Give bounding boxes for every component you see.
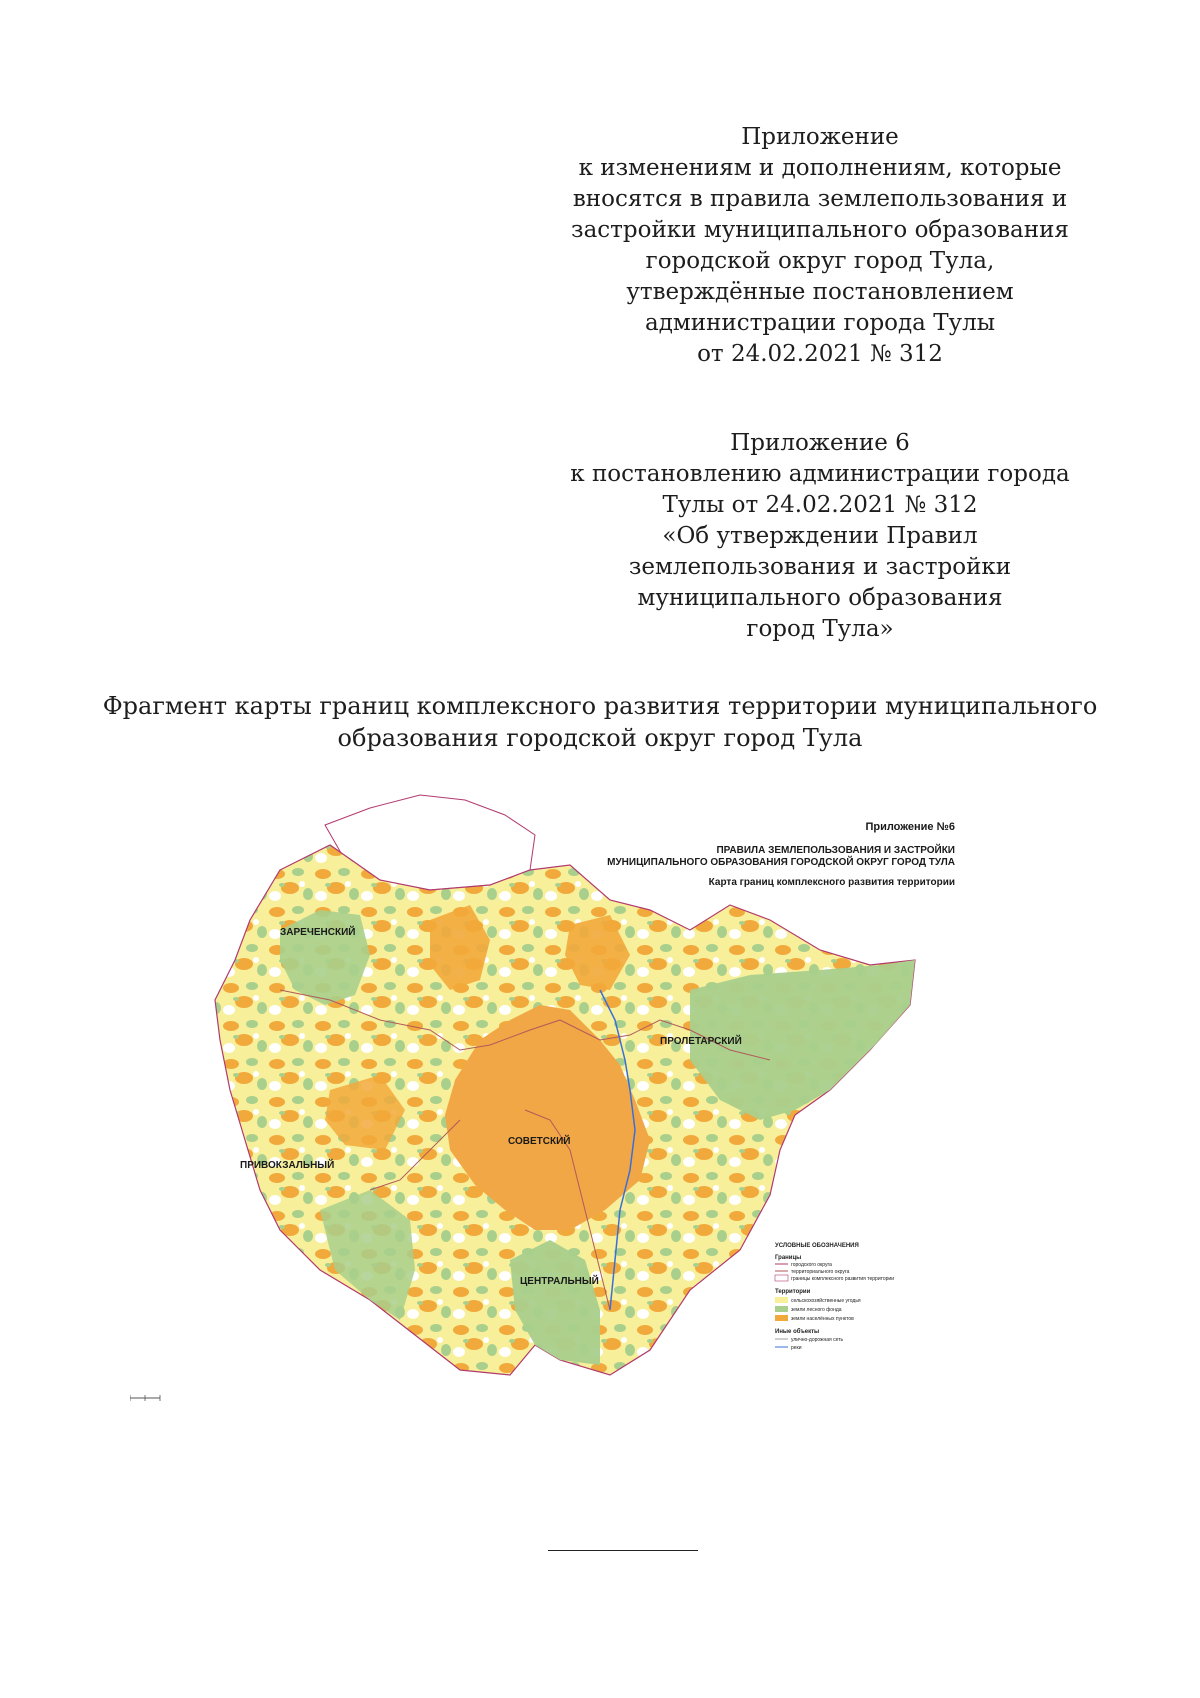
legend-swatch-development-boundary bbox=[775, 1275, 788, 1281]
document-title bbox=[100, 690, 1100, 754]
appendix6-header-line: Тулы от 24.02.2021 № 312 bbox=[662, 492, 978, 518]
map-legend bbox=[775, 1243, 894, 1351]
bottom-separator bbox=[548, 1550, 698, 1551]
district-label-zarechensky: ЗАРЕЧЕНСКИЙ bbox=[280, 927, 356, 938]
district-label-centralny: ЦЕНТРАЛЬНЫЙ bbox=[520, 1276, 599, 1287]
district-label-sovetsky: СОВЕТСКИЙ bbox=[508, 1136, 571, 1147]
appendix6-header-line: землепользования и застройки bbox=[628, 554, 1012, 580]
map-svg bbox=[130, 790, 1090, 1530]
appendix-header-line: администрации города Тулы bbox=[645, 310, 995, 336]
appendix-header-line: от 24.02.2021 № 312 bbox=[697, 341, 943, 367]
document-title-line: образования городской округ город Тула bbox=[337, 724, 863, 752]
legend-swatch-forest bbox=[775, 1306, 788, 1312]
legend-swatch-agricultural bbox=[775, 1297, 788, 1303]
district-label-privokzalny: ПРИВОКЗАЛЬНЫЙ bbox=[240, 1160, 335, 1171]
appendix6-header-line: Приложение 6 bbox=[730, 430, 910, 456]
legend-item: городского округа bbox=[791, 1262, 832, 1268]
legend-item: земли населённых пунктов bbox=[791, 1316, 854, 1322]
map-rules-line: МУНИЦИПАЛЬНОГО ОБРАЗОВАНИЯ ГОРОДСКОЙ ОКРУГ ГОРОД ТУЛА bbox=[607, 857, 955, 868]
legend-item: сельскохозяйственные угодья bbox=[791, 1298, 861, 1304]
appendix6-header-line: город Тула» bbox=[746, 616, 894, 642]
legend-item: реки bbox=[791, 1345, 802, 1351]
appendix-header-line: вносятся в правила землепользования и bbox=[572, 186, 1068, 212]
legend-item: границы комплексного развития территории bbox=[791, 1276, 895, 1282]
appendix-header-line: к изменениям и дополнениям, которые bbox=[578, 155, 1062, 181]
appendix6-header-line: муниципального образования bbox=[637, 585, 1003, 611]
map-title: Карта границ комплексного развития территории bbox=[708, 877, 955, 888]
appendix6-header-line: к постановлению администрации города bbox=[570, 461, 1070, 487]
appendix6-header bbox=[560, 428, 1080, 645]
territory-map bbox=[130, 790, 1090, 1530]
legend-item: территориального округа bbox=[791, 1269, 850, 1275]
map-annex-label: Приложение №6 bbox=[865, 821, 955, 833]
legend-title: УСЛОВНЫЕ ОБОЗНАЧЕНИЯ bbox=[775, 1243, 859, 1249]
legend-territories-heading: Территории bbox=[775, 1289, 811, 1295]
legend-other-heading: Иные объекты bbox=[775, 1329, 820, 1335]
document-title-line: Фрагмент карты границ комплексного развития территории муниципального bbox=[102, 692, 1098, 720]
appendix6-header-line: «Об утверждении Правил bbox=[662, 523, 978, 549]
appendix-header bbox=[560, 122, 1080, 370]
appendix-header-line: городской округ город Тула, bbox=[645, 248, 995, 274]
legend-item: земли лесного фонда bbox=[791, 1307, 842, 1313]
appendix-header-line: застройки муниципального образования bbox=[571, 217, 1069, 243]
appendix-header-line: Приложение bbox=[741, 124, 899, 150]
scale-bar bbox=[130, 1395, 160, 1401]
legend-boundaries-heading: Границы bbox=[775, 1255, 802, 1261]
legend-swatch-settlement bbox=[775, 1315, 788, 1321]
map-rules-line: ПРАВИЛА ЗЕМЛЕПОЛЬЗОВАНИЯ И ЗАСТРОЙКИ bbox=[716, 845, 955, 856]
district-label-proletarsky: ПРОЛЕТАРСКИЙ bbox=[660, 1036, 742, 1047]
appendix-header-line: утверждённые постановлением bbox=[626, 279, 1014, 305]
legend-item: улично-дорожная сеть bbox=[791, 1337, 844, 1343]
